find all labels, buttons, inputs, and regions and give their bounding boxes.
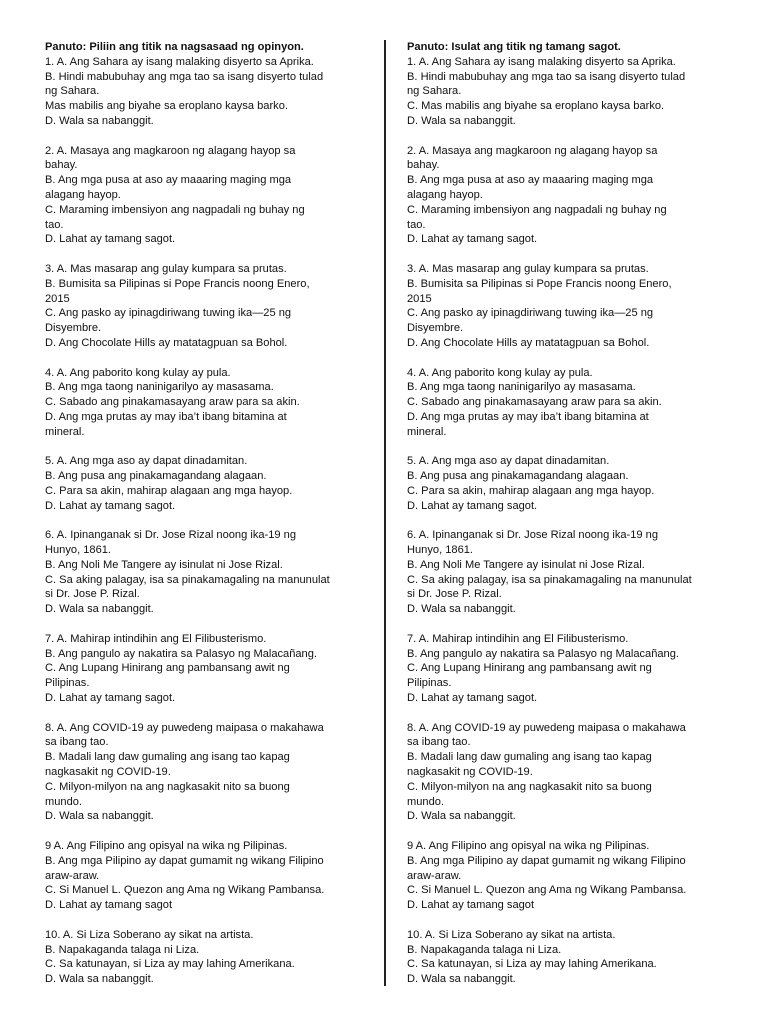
question-line: Pilipinas.: [45, 677, 90, 690]
right-question-list: [407, 55, 727, 987]
question-2: [407, 144, 727, 248]
question-9: [407, 839, 727, 913]
question-line: B. Ang mga pusa at aso ay maaaring maging mga: [407, 174, 654, 187]
question-line: B. Ang mga Pilipino ay dapat gumamit ng wikang Filipino: [407, 854, 686, 867]
question-line: D. Lahat ay tamang sagot.: [45, 692, 176, 705]
question-line: B. Ang mga taong naninigarilyo ay masasama.: [45, 381, 274, 394]
left-question-list: [45, 55, 365, 987]
left-column: [45, 40, 365, 1002]
question-line: B. Ang mga Pilipino ay dapat gumamit ng wikang Filipino: [45, 854, 324, 867]
question-line: D. Lahat ay tamang sagot.: [407, 499, 538, 512]
question-line: D. Ang mga prutas ay may iba’t ibang bitamina at: [45, 410, 287, 423]
question-line: B. Ang mga taong naninigarilyo ay masasama.: [407, 381, 636, 394]
question-line: D. Wala sa nabanggit.: [45, 114, 154, 127]
question-line: nagkasakit ng COVID-19.: [45, 766, 171, 779]
question-5: [45, 454, 365, 513]
question-line: B. Ang Noli Me Tangere ay isinulat ni Jose Rizal.: [407, 558, 645, 571]
question-line: 2. A. Masaya ang magkaroon ng alagang hayop sa: [45, 144, 296, 157]
question-line: B. Ang pangulo ay nakatira sa Palasyo ng Malacañang.: [45, 647, 317, 660]
question-line: B. Ang pusa ang pinakamagandang alagaan.: [45, 470, 267, 483]
question-line: C. Sa katunayan, si Liza ay may lahing Amerikana.: [45, 958, 295, 971]
question-line: Hunyo, 1861.: [407, 544, 473, 557]
question-line: 8. A. Ang COVID-19 ay puwedeng maipasa o makahawa: [407, 721, 686, 734]
question-7: [45, 632, 365, 706]
question-line: D. Lahat ay tamang sagot.: [407, 692, 538, 705]
question-line: D. Wala sa nabanggit.: [45, 603, 154, 616]
question-line: 2015: [407, 292, 432, 305]
question-line: tao.: [407, 218, 426, 231]
question-line: D. Wala sa nabanggit.: [407, 810, 516, 823]
question-line: B. Madali lang daw gumaling ang isang tao kapag: [407, 751, 652, 764]
question-line: 1. A. Ang Sahara ay isang malaking disyerto sa Aprika.: [407, 55, 676, 68]
question-line: sa ibang tao.: [45, 736, 109, 749]
question-line: Disyembre.: [407, 322, 464, 335]
question-line: 6. A. Ipinanganak si Dr. Jose Rizal noong ika-19 ng: [407, 529, 658, 542]
question-line: B. Madali lang daw gumaling ang isang tao kapag: [45, 751, 290, 764]
question-line: ng Sahara.: [407, 85, 462, 98]
question-line: 3. A. Mas masarap ang gulay kumpara sa prutas.: [407, 262, 649, 275]
question-line: araw-araw.: [45, 869, 100, 882]
left-instructions: Panuto: Piliin ang titik na nagsasaad ng opinyon.: [45, 41, 304, 53]
question-line: tao.: [45, 218, 64, 231]
question-line: mundo.: [407, 795, 445, 808]
question-line: 3. A. Mas masarap ang gulay kumpara sa prutas.: [45, 262, 287, 275]
column-divider: [384, 40, 386, 986]
question-line: C. Milyon-milyon na ang nagkasakit nito sa buong: [45, 780, 290, 793]
question-line: C. Sa aking palagay, isa sa pinakamagaling na manunulat: [407, 573, 692, 586]
question-line: C. Para sa akin, mahirap alagaan ang mga hayop.: [45, 484, 293, 497]
question-line: D. Ang Chocolate Hills ay matatagpuan sa Bohol.: [45, 336, 288, 349]
question-line: 9 A. Ang Filipino ang opisyal na wika ng Pilipinas.: [407, 840, 650, 853]
question-7: [407, 632, 727, 706]
question-line: 7. A. Mahirap intindihin ang El Filibusterismo.: [45, 632, 267, 645]
question-line: ng Sahara.: [45, 85, 100, 98]
right-instructions: Panuto: Isulat ang titik ng tamang sagot.: [407, 41, 621, 53]
question-line: 4. A. Ang paborito kong kulay ay pula.: [407, 366, 593, 379]
question-line: B. Hindi mabubuhay ang mga tao sa isang disyerto tulad: [45, 70, 324, 83]
question-line: C. Si Manuel L. Quezon ang Ama ng Wikang Pambansa.: [407, 884, 687, 897]
question-line: B. Ang mga pusa at aso ay maaaring maging mga: [45, 174, 292, 187]
question-8: [45, 721, 365, 825]
question-line: alagang hayop.: [407, 188, 483, 201]
question-line: D. Wala sa nabanggit.: [45, 810, 154, 823]
question-5: [407, 454, 727, 513]
question-line: 2. A. Masaya ang magkaroon ng alagang hayop sa: [407, 144, 658, 157]
question-line: D. Lahat ay tamang sagot: [45, 899, 173, 912]
question-line: araw-araw.: [407, 869, 462, 882]
question-2: [45, 144, 365, 248]
question-line: B. Napakaganda talaga ni Liza.: [45, 943, 200, 956]
question-line: 10. A. Si Liza Soberano ay sikat na artista.: [45, 928, 254, 941]
question-line: 5. A. Ang mga aso ay dapat dinadamitan.: [45, 455, 248, 468]
right-column: [407, 40, 727, 1002]
question-line: B. Ang Noli Me Tangere ay isinulat ni Jose Rizal.: [45, 558, 283, 571]
question-line: 8. A. Ang COVID-19 ay puwedeng maipasa o makahawa: [45, 721, 324, 734]
question-line: mineral.: [407, 425, 447, 438]
question-line: bahay.: [45, 159, 78, 172]
question-4: [45, 366, 365, 440]
question-line: C. Sabado ang pinakamasayang araw para sa akin.: [407, 396, 662, 409]
question-line: D. Wala sa nabanggit.: [45, 973, 154, 986]
question-line: B. Bumisita sa Pilipinas si Pope Francis noong Enero,: [45, 277, 310, 290]
question-line: Pilipinas.: [407, 677, 452, 690]
question-line: C. Mas mabilis ang biyahe sa eroplano kaysa barko.: [407, 100, 665, 113]
question-line: B. Ang pusa ang pinakamagandang alagaan.: [407, 470, 629, 483]
question-line: alagang hayop.: [45, 188, 121, 201]
question-line: B. Ang pangulo ay nakatira sa Palasyo ng Malacañang.: [407, 647, 679, 660]
question-line: Disyembre.: [45, 322, 102, 335]
question-line: C. Maraming imbensiyon ang nagpadali ng buhay ng: [45, 203, 305, 216]
question-line: 10. A. Si Liza Soberano ay sikat na artista.: [407, 928, 616, 941]
question-line: C. Sa katunayan, si Liza ay may lahing Amerikana.: [407, 958, 657, 971]
question-3: [45, 262, 365, 351]
question-6: [45, 528, 365, 617]
question-line: C. Ang pasko ay ipinagdiriwang tuwing ika—25 ng: [407, 307, 654, 320]
question-6: [407, 528, 727, 617]
question-1: [407, 55, 727, 129]
question-4: [407, 366, 727, 440]
question-line: C. Sa aking palagay, isa sa pinakamagaling na manunulat: [45, 573, 330, 586]
question-line: C. Milyon-milyon na ang nagkasakit nito sa buong: [407, 780, 652, 793]
question-line: sa ibang tao.: [407, 736, 471, 749]
question-line: C. Ang pasko ay ipinagdiriwang tuwing ika—25 ng: [45, 307, 292, 320]
question-line: D. Wala sa nabanggit.: [407, 973, 516, 986]
question-line: D. Ang mga prutas ay may iba’t ibang bitamina at: [407, 410, 649, 423]
question-3: [407, 262, 727, 351]
question-line: Hunyo, 1861.: [45, 544, 111, 557]
question-line: C. Ang Lupang Hinirang ang pambansang awit ng: [45, 662, 290, 675]
question-line: mundo.: [45, 795, 83, 808]
question-line: D. Lahat ay tamang sagot.: [45, 499, 176, 512]
question-8: [407, 721, 727, 825]
question-line: C. Ang Lupang Hinirang ang pambansang awit ng: [407, 662, 652, 675]
question-1: [45, 55, 365, 129]
question-line: 1. A. Ang Sahara ay isang malaking disyerto sa Aprika.: [45, 55, 314, 68]
question-line: C. Sabado ang pinakamasayang araw para sa akin.: [45, 396, 300, 409]
question-10: [45, 928, 365, 987]
question-10: [407, 928, 727, 987]
question-line: 4. A. Ang paborito kong kulay ay pula.: [45, 366, 231, 379]
question-line: si Dr. Jose P. Rizal.: [407, 588, 502, 601]
question-line: D. Lahat ay tamang sagot.: [45, 233, 176, 246]
question-line: Mas mabilis ang biyahe sa eroplano kaysa barko.: [45, 100, 288, 113]
question-line: B. Napakaganda talaga ni Liza.: [407, 943, 562, 956]
question-line: si Dr. Jose P. Rizal.: [45, 588, 140, 601]
question-line: 7. A. Mahirap intindihin ang El Filibusterismo.: [407, 632, 629, 645]
question-line: D. Lahat ay tamang sagot.: [407, 233, 538, 246]
question-line: 6. A. Ipinanganak si Dr. Jose Rizal noong ika-19 ng: [45, 529, 296, 542]
question-line: 5. A. Ang mga aso ay dapat dinadamitan.: [407, 455, 610, 468]
question-line: mineral.: [45, 425, 85, 438]
question-line: C. Maraming imbensiyon ang nagpadali ng buhay ng: [407, 203, 667, 216]
question-line: bahay.: [407, 159, 440, 172]
question-9: [45, 839, 365, 913]
question-line: D. Wala sa nabanggit.: [407, 603, 516, 616]
question-line: B. Hindi mabubuhay ang mga tao sa isang disyerto tulad: [407, 70, 686, 83]
question-line: D. Ang Chocolate Hills ay matatagpuan sa Bohol.: [407, 336, 650, 349]
question-line: 9 A. Ang Filipino ang opisyal na wika ng Pilipinas.: [45, 840, 288, 853]
question-line: D. Wala sa nabanggit.: [407, 114, 516, 127]
question-line: B. Bumisita sa Pilipinas si Pope Francis noong Enero,: [407, 277, 672, 290]
question-line: C. Para sa akin, mahirap alagaan ang mga hayop.: [407, 484, 655, 497]
question-line: C. Si Manuel L. Quezon ang Ama ng Wikang Pambansa.: [45, 884, 325, 897]
question-line: nagkasakit ng COVID-19.: [407, 766, 533, 779]
question-line: 2015: [45, 292, 70, 305]
question-line: D. Lahat ay tamang sagot: [407, 899, 535, 912]
